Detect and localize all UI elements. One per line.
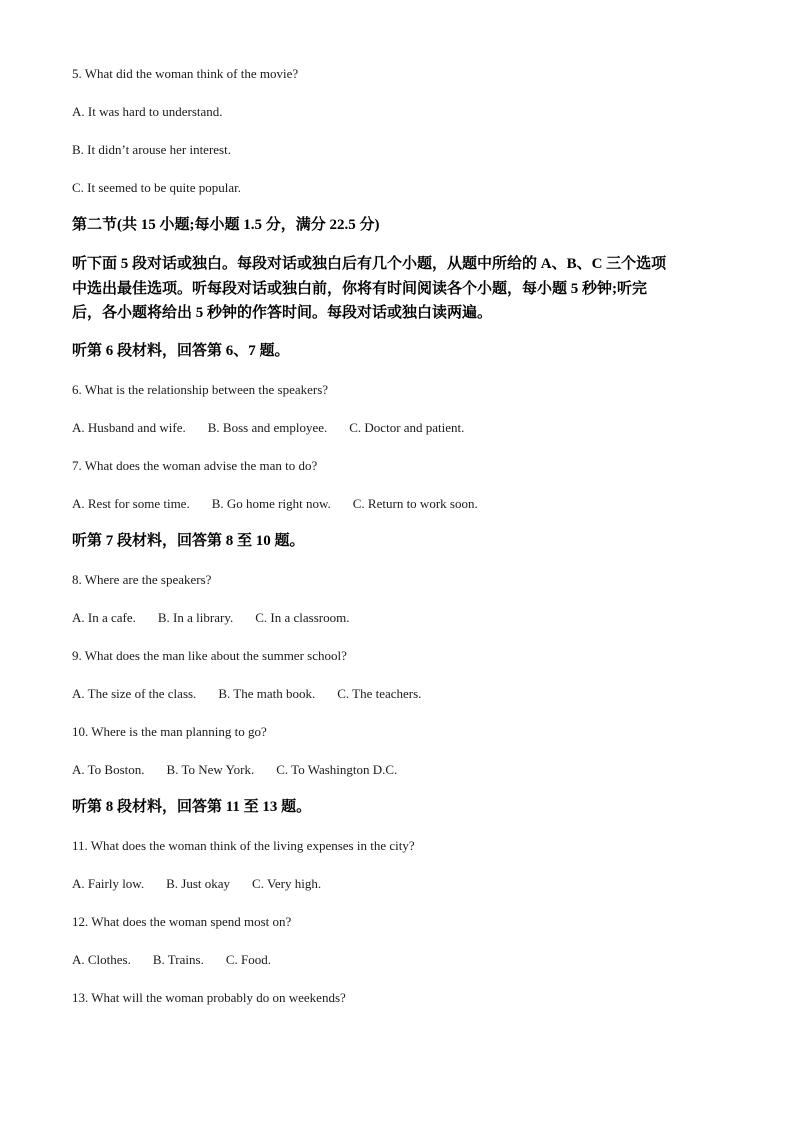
question-5: 5. What did the woman think of the movie? xyxy=(72,66,299,81)
question-12-option-c: C. Food. xyxy=(225,952,271,967)
question-6-options xyxy=(72,420,464,436)
question-12: 12. What does the woman spend most on? xyxy=(72,914,292,929)
question-8: 8. Where are the speakers? xyxy=(72,572,212,587)
question-13: 13. What will the woman probably do on weekends? xyxy=(72,990,346,1005)
question-6-option-a: A. Husband and wife. xyxy=(72,420,186,435)
section-2-header: 第二节(共 15 小题;每小题 1.5 分，满分 22.5 分) xyxy=(72,217,380,233)
question-9-option-a: A. The size of the class. xyxy=(72,686,197,701)
material-6-header: 听第 6 段材料，回答第 6、7 题。 xyxy=(72,343,290,359)
instructions-line-2: 中选出最佳选项。听每段对话或独白前，你将有时间阅读各个小题，每小题 5 秒钟;听完 xyxy=(72,281,647,297)
question-9-options xyxy=(72,686,421,702)
question-5-option-b: B. It didn’t arouse her interest. xyxy=(72,142,231,157)
question-10-options xyxy=(72,762,397,778)
question-12-option-a: A. Clothes. xyxy=(72,952,131,967)
material-8-header: 听第 8 段材料，回答第 11 至 13 题。 xyxy=(72,799,312,815)
question-7-options xyxy=(72,496,478,512)
question-8-option-b: B. In a library. xyxy=(157,610,234,625)
question-9-option-b: B. The math book. xyxy=(218,686,316,701)
instructions-line-3: 后，各小题将给出 5 秒钟的作答时间。每段对话或独白读两遍。 xyxy=(72,305,493,321)
question-6-option-c: C. Doctor and patient. xyxy=(349,420,465,435)
material-7-header: 听第 7 段材料，回答第 8 至 10 题。 xyxy=(72,533,305,549)
question-8-option-a: A. In a cafe. xyxy=(72,610,136,625)
question-10-option-c: C. To Washington D.C. xyxy=(276,762,398,777)
question-7-option-c: C. Return to work soon. xyxy=(352,496,478,511)
question-6-option-b: B. Boss and employee. xyxy=(207,420,328,435)
question-10-option-a: A. To Boston. xyxy=(72,762,145,777)
question-10: 10. Where is the man planning to go? xyxy=(72,724,267,739)
question-11-option-a: A. Fairly low. xyxy=(72,876,145,891)
question-7-option-b: B. Go home right now. xyxy=(211,496,331,511)
question-8-options xyxy=(72,610,349,626)
question-9: 9. What does the man like about the summer school? xyxy=(72,648,347,663)
question-12-option-b: B. Trains. xyxy=(152,952,204,967)
question-11-options xyxy=(72,876,321,892)
question-8-option-c: C. In a classroom. xyxy=(255,610,350,625)
question-5-option-c: C. It seemed to be quite popular. xyxy=(72,180,241,195)
instructions-line-1: 听下面 5 段对话或独白。每段对话或独白后有几个小题，从题中所给的 A、B、C 三个选项 xyxy=(72,256,667,272)
question-10-option-b: B. To New York. xyxy=(166,762,255,777)
question-11-option-b: B. Just okay xyxy=(166,876,231,891)
question-6: 6. What is the relationship between the speakers? xyxy=(72,382,329,397)
question-11-option-c: C. Very high. xyxy=(252,876,322,891)
question-7: 7. What does the woman advise the man to do? xyxy=(72,458,318,473)
question-5-option-a: A. It was hard to understand. xyxy=(72,104,223,119)
question-11: 11. What does the woman think of the living expenses in the city? xyxy=(72,838,415,853)
question-9-option-c: C. The teachers. xyxy=(337,686,422,701)
question-7-option-a: A. Rest for some time. xyxy=(72,496,190,511)
question-12-options xyxy=(72,952,271,968)
